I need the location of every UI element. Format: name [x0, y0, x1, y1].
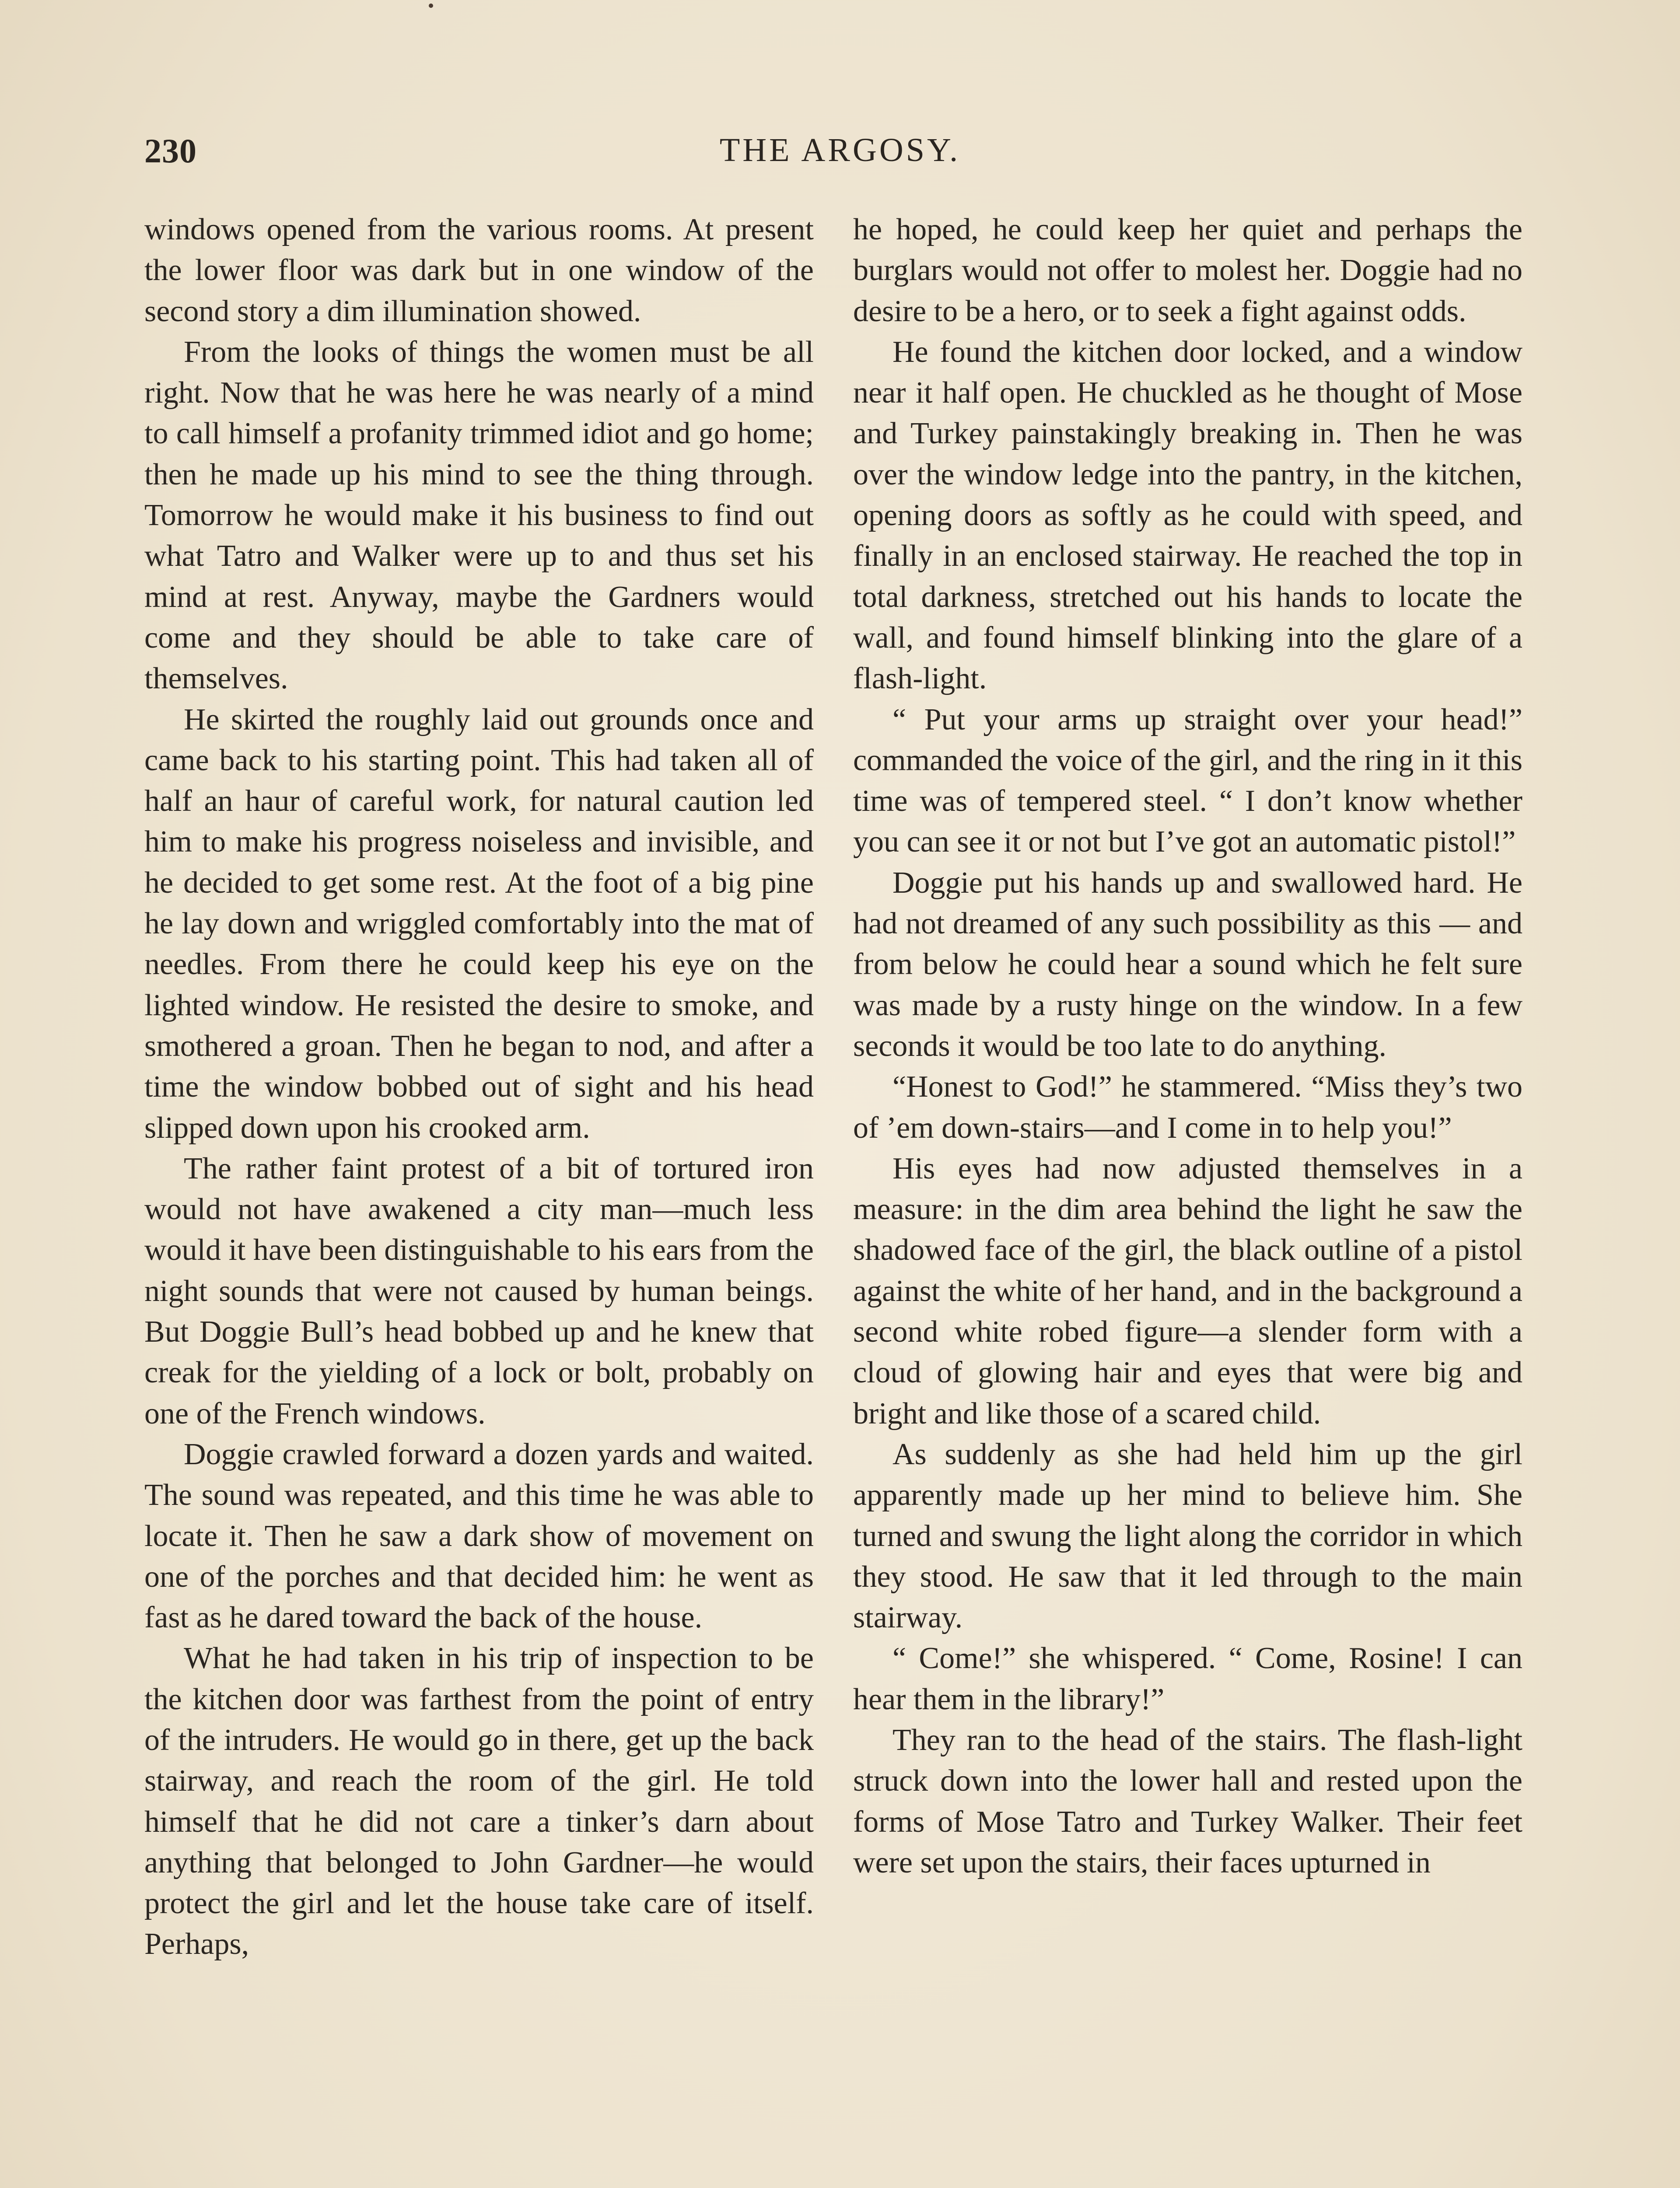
paragraph: windows opened from the various rooms. At present the lower floor was dark but in one window of the second story a dim illumination showed.	[144, 213, 814, 328]
paper-speck	[429, 4, 433, 8]
paragraph: What he had taken in his trip of inspection to be the kitchen door was farthest from the point of entry of the intruders. He would go in there, get up the back stairway, and reach the room of the girl. He told himself that he did not care a tinker’s darn about anything that belonged to John Gardner—he would protect the girl and let the house take care of itself. Perhaps,	[144, 1641, 814, 1961]
paragraph: Doggie put his hands up and swallowed hard. He had not dreamed of any such possibility as this — and from below he could hear a sound which he felt sure was made by a rusty hinge on the window. In a few seconds it would be too late to do anything.	[853, 866, 1522, 1063]
paragraph: They ran to the head of the stairs. The flash-light struck down into the lower hall and rested upon the forms of Mose Tatro and Turkey Walker. Their feet were set upon the stairs, their faces upturned in	[853, 1723, 1522, 1879]
paragraph: “ Come!” she whispered. “ Come, Rosine! I can hear them in the library!”	[853, 1641, 1522, 1716]
paragraph: As suddenly as she had held him up the girl apparently made up her mind to believe him. She turned and swung the light along the corridor in which they stood. He saw that it led through to the main stairway.	[853, 1437, 1522, 1635]
paragraph: he hoped, he could keep her quiet and perhaps the burglars would not offer to molest her. Doggie had no desire to be a hero, or to seek a fight against odds.	[853, 213, 1522, 328]
paragraph: His eyes had now adjusted themselves in a measure: in the dim area behind the light he saw the shadowed face of the girl, the black outline of a pistol against the white of her hand, and in the background a second white robed figure—a slender form with a cloud of glowing hair and eyes that were big and bright and like those of a scared child.	[853, 1151, 1522, 1431]
text-column-left	[144, 209, 814, 1965]
paragraph: From the looks of things the women must be all right. Now that he was here he was nearly of a mind to call himself a profanity trimmed idiot and go home; then he made up his mind to see the thing through. Tomorrow he would make it his business to find out what Tatro and Walker were up to and thus set his mind at rest. Anyway, maybe the Gardners would come and they should be able to take care of themselves.	[144, 335, 814, 696]
paragraph: He skirted the roughly laid out grounds once and came back to his starting point. This had taken all of half an haur of careful work, for natural caution led him to make his progress noiseless and invisible, and he decided to get some rest. At the foot of a big pine he lay down and wriggled comfortably into the mat of needles. From there he could keep his eye on the lighted window. He resisted the desire to smoke, and smothered a groan. Then he began to nod, and after a time the window bobbed out of sight and his head slipped down upon his crooked arm.	[144, 702, 814, 1145]
paragraph: He found the kitchen door locked, and a window near it half open. He chuckled as he thought of Mose and Turkey painstakingly breaking in. Then he was over the window ledge into the pantry, in the kitchen, opening doors as softly as he could with speed, and finally in an enclosed stairway. He reached the top in total darkness, stretched out his hands to locate the wall, and found himself blinking into the glare of a flash-light.	[853, 335, 1522, 696]
page-header	[144, 131, 1536, 184]
page-number: 230	[144, 132, 197, 170]
paragraph: “ Put your arms up straight over your head!” commanded the voice of the girl, and the ring in it this time was of tempered steel. “ I don’t know whether you can see it or not but I’ve got an automatic pistol!”	[853, 702, 1522, 859]
paragraph: The rather faint protest of a bit of tortured iron would not have awakened a city man—much less would it have been distinguishable to his ears from the night sounds that were not caused by human beings. But Doggie Bull’s head bobbed up and he knew that creak for the yielding of a lock or bolt, probably on one of the French windows.	[144, 1151, 814, 1431]
text-column-right	[853, 209, 1522, 1883]
paragraph: Doggie crawled forward a dozen yards and waited. The sound was repeated, and this time he was able to locate it. Then he saw a dark show of movement on one of the porches and that decided him: he went as fast as he dared toward the back of the house.	[144, 1437, 814, 1635]
paragraph: “Honest to God!” he stammered. “Miss they’s two of ’em down-stairs—and I come in to help you!”	[853, 1070, 1522, 1145]
running-title: THE ARGOSY.	[719, 132, 961, 168]
